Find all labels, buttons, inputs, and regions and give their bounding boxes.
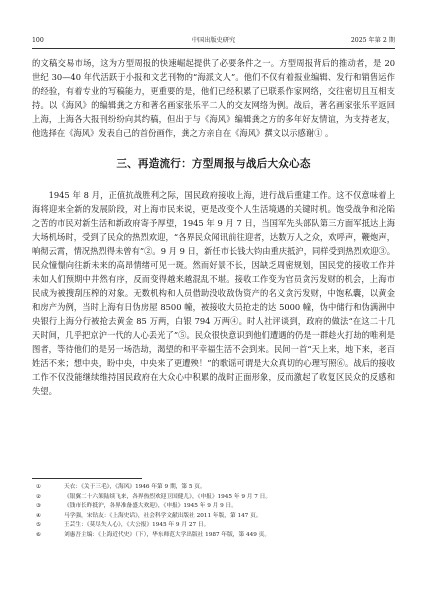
issue-label: 2025 年第 2 期 — [350, 37, 395, 44]
footnote — [32, 512, 395, 522]
footnote — [32, 531, 395, 541]
footnote-mark: ③ — [36, 503, 42, 510]
footnote-text: 《银翼二十六架陆续飞来，各界热烈欢迎卫国健儿》，《申报》1945 年 9 月 7 日。 — [64, 493, 272, 500]
running-header — [32, 38, 395, 49]
footnote-text: 王芸生：《莫尽失人心》，《大公报》1945 年 9 月 27 日。 — [64, 522, 210, 529]
footnote-mark: ④ — [36, 512, 42, 519]
footnote-mark: ⑥ — [36, 531, 42, 538]
footnote-mark: ① — [36, 484, 42, 490]
page-number: 100 — [32, 37, 44, 44]
footnote-text: 刘惠吾主编：《上海近代史》（下），华东师范大学出版社 1987 年版，第 449 页。 — [64, 531, 271, 538]
footnote — [32, 502, 395, 512]
footnote-text: 天衣：《关于三毛》，《海风》1946 年第 9 期，第 5 页。 — [64, 484, 206, 490]
footnote-ref: ① 。 — [314, 128, 334, 138]
footnotes — [32, 483, 395, 541]
article-body — [32, 56, 395, 398]
paragraph-continued — [32, 56, 395, 140]
footnote — [32, 493, 395, 503]
paragraph-text: 的文稿交易市场，这为方型周报的快速崛起提供了必要条件之一。方型周报背后的推动者，是 20 世纪 30—40 年代活跃于小报和文艺刊物的“海派文人”。他们不仅有着报业编辑、发行和销售运作的经验，有着专业的写稿能力，更重要的是，他们已经积累了已联系作家网络，交往密切且互相支持。以《海风》的编辑龚之方和著名画家张乐平二人的交友网络为例。战后，著名画家张乐平返回上海，上海各大报刊纷纷向其约稿，但出于与《海风》编辑龚之方的多年好友情谊，为支持老友，他选择在《海风》发表自己的首份画作，龚之方亲自在《海风》撰文以示感谢 — [32, 58, 395, 138]
footnote — [32, 483, 395, 493]
footnote-mark: ⑤ — [36, 522, 42, 529]
journal-title: 中国出版史研究 — [191, 37, 236, 44]
footnote-divider — [32, 478, 142, 479]
footnote-text: 马学强，宋钻友：《上海史话》，社会科学文献出版社 2011 年版，第 147 页。 — [64, 512, 262, 519]
footnote-text: 《钱市长昨抵沪，各界准备盛大欢迎》，《申报》1945 年 9 月 9 日。 — [64, 503, 237, 510]
section-heading: 三、再造流行：方型周报与战后大众心态 — [116, 158, 311, 170]
footnote-mark: ② — [36, 493, 42, 500]
paragraph: 1945 年 8 月，正值抗战胜利之际，国民政府接收上海，进行战后重建工作。这不仅意味着上海将迎来全新的发展阶段，对上海市民来说，更是改变个人生活境遇的关键时机。饱受战争和沦陷之苦的市民对新生活和新政府寄予厚望，1945 年 9 月 7 日，当国军先头部队第三方面军抵达上海大场机场时，受到了民众的热烈欢迎，“各界民众闻讯前往迎者，达数万人之众，欢呼声，鞭炮声，响彻云霄，情况热烈得未曾有”②。9 月 9 日，新任市长钱大钧由重庆抵沪，同样受到热烈欢迎③。民众憧憬向往新未来的高昂情绪可见一斑。然而好景不长，因缺乏周密规划，国民党的接收工作并未如人们预期中井然有序，反而变得越来越混乱不堪。接收工作变为官员贪污发财的机会，上海市民成为被搜刮压榨的对象。无数机构和人员借助没收敌伪资产的名义贪污发财，中饱私囊，以黄金和房产为例，当时上海有日伪房屋 8500 幢，被接收大员抢走的达 5000 幢，伪中储行和伪满洲中央银行上海分行被抢去黄金 85 万两，白银 794 万两④。时人社评谈到，政府的做法“在这二十几天时间，几乎把京沪一代的人心丢光了”⑤。民众很快意识到他们遭遇的仍是一群趁火打劫的唯利是图者，等待他们的是另一场浩劫，渴望的和平幸福生活不会到来。民间一首“天上来，地下来，老百姓活不来；想中央，盼中央，中央来了更遭殃！”的歌谣可谓是大众真切的心理写照⑥。战后的接收工作不仅没能继续维持国民政府在大众心中积累的战时正面形象，反而激起了收复区民众的反感和失望。 — [32, 190, 395, 396]
footnote — [32, 521, 395, 531]
